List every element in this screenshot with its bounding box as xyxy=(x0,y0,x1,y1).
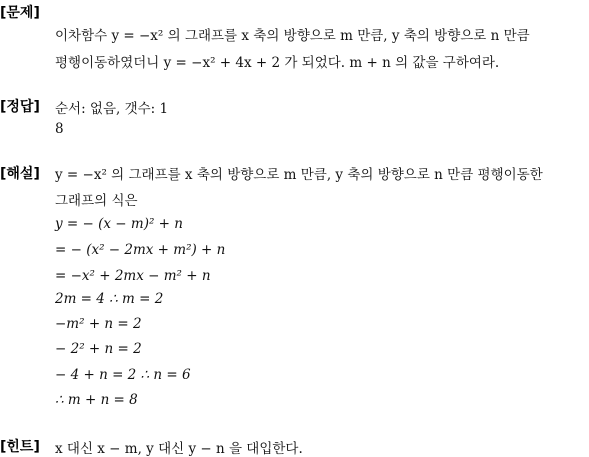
hint-label: [힌트] xyxy=(0,439,40,455)
solution-eq-4: 2m = 4 ∴ m = 2 xyxy=(55,291,164,307)
solution-eq-7: − 4 + n = 2 ∴ n = 6 xyxy=(55,367,191,383)
solution-eq-8: ∴ m + n = 8 xyxy=(55,392,138,408)
solution-eq-3: = −x² + 2mx − m² + n xyxy=(55,268,211,284)
problem-line-1: 이차함수 y = −x² 의 그래프를 x 축의 방향으로 m 만큼, y 축의 방향으로 n 만큼 xyxy=(55,28,530,44)
answer-order-count: 순서: 없음, 갯수: 1 xyxy=(55,101,169,117)
answer-label: [정답] xyxy=(0,99,40,115)
solution-label: [해설] xyxy=(0,166,40,182)
solution-eq-5: −m² + n = 2 xyxy=(55,316,142,332)
problem-label: [문제] xyxy=(0,5,40,21)
hint-line-1: x 대신 x − m, y 대신 y − n 을 대입한다. xyxy=(55,441,303,457)
problem-line-2: 평행이동하였더니 y = −x² + 4x + 2 가 되었다. m + n 의 값을 구하여라. xyxy=(55,55,500,71)
solution-line-1: y = −x² 의 그래프를 x 축의 방향으로 m 만큼, y 축의 방향으로 n 만큼 평행이동한 xyxy=(55,167,543,183)
answer-value: 8 xyxy=(55,121,64,137)
solution-line-2: 그래프의 식은 xyxy=(55,193,138,209)
solution-eq-1: y = − (x − m)² + n xyxy=(55,216,183,232)
solution-eq-6: − 2² + n = 2 xyxy=(55,341,142,357)
solution-eq-2: = − (x² − 2mx + m²) + n xyxy=(55,242,226,258)
